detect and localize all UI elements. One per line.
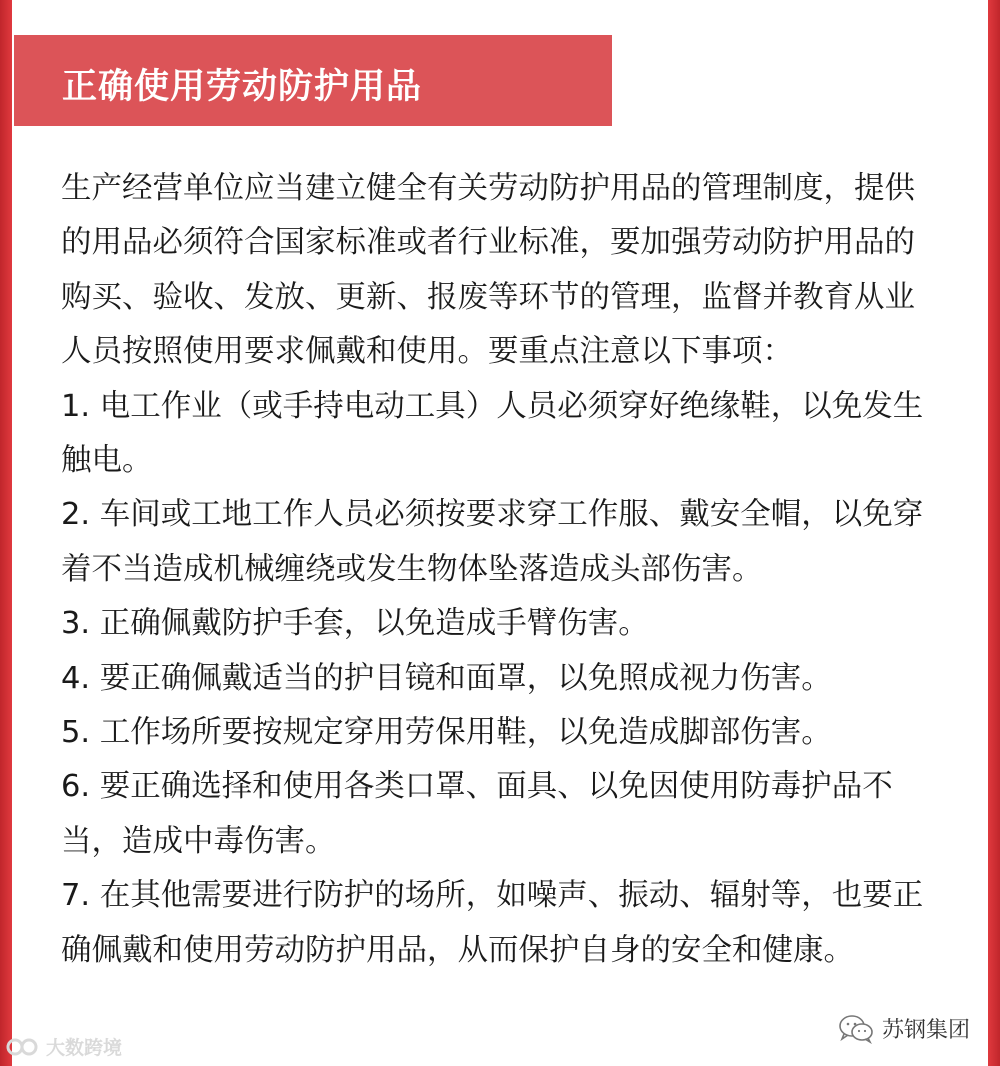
- article-body: [61, 162, 941, 978]
- wechat-icon: [838, 1014, 874, 1044]
- right-red-border: [988, 0, 1000, 1066]
- list-item: 2. 车间或工地工作人员必须按要求穿工作服、戴安全帽，以免穿着不当造成机械缠绕或发生物体坠落造成头部伤害。: [61, 497, 924, 587]
- watermark-logo-icon: [6, 1036, 44, 1058]
- list-item: 6. 要正确选择和使用各类口罩、面具、以免因使用防毒护品不当，造成中毒伤害。: [61, 769, 893, 859]
- list-item: 4. 要正确佩戴适当的护目镜和面罩，以免照成视力伤害。: [61, 660, 832, 696]
- page-title: 正确使用劳动防护用品: [62, 67, 423, 107]
- intro-paragraph: 生产经营单位应当建立健全有关劳动防护用品的管理制度，提供的用品必须符合国家标准或者行业标准，要加强劳动防护用品的购买、验收、发放、更新、报废等环节的管理，监督并教育从业人员按照使用要求佩戴和使用。要重点注意以下事项：: [61, 171, 915, 370]
- title-banner: [14, 35, 612, 126]
- left-red-border: [0, 0, 12, 1066]
- watermark-text: 大数跨境: [46, 1037, 123, 1059]
- list-item: 5. 工作场所要按规定穿用劳保用鞋，以免造成脚部伤害。: [61, 715, 832, 751]
- watermark: [6, 1033, 122, 1060]
- source-brand: [838, 1013, 970, 1044]
- list-item: 7. 在其他需要进行防护的场所，如噪声、振动、辐射等，也要正确佩戴和使用劳动防护用品，从而保护自身的安全和健康。: [61, 878, 924, 968]
- brand-name: 苏钢集团: [881, 1018, 970, 1043]
- list-item: 3. 正确佩戴防护手套，以免造成手臂伤害。: [61, 606, 649, 642]
- list-item: 1. 电工作业（或手持电动工具）人员必须穿好绝缘鞋，以免发生触电。: [61, 388, 924, 479]
